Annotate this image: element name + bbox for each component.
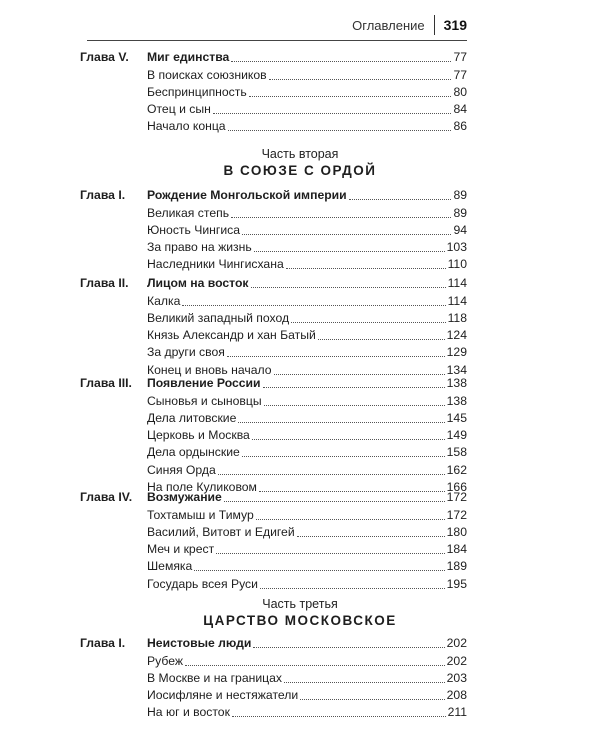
section-page: 184 bbox=[446, 542, 467, 557]
chapter-block bbox=[80, 374, 467, 495]
section-title: Шемяка bbox=[147, 559, 193, 574]
section-title: Иосифляне и нестяжатели bbox=[147, 688, 299, 703]
section-page: 211 bbox=[447, 705, 467, 720]
section-entry bbox=[147, 206, 467, 221]
toc-row bbox=[80, 291, 467, 308]
section-page: 195 bbox=[446, 576, 467, 591]
chapter-page: 172 bbox=[446, 490, 467, 505]
section-page: 110 bbox=[447, 257, 467, 272]
section-entry bbox=[147, 294, 467, 309]
section-title: Церковь и Москва bbox=[147, 428, 250, 443]
section-entry bbox=[147, 411, 467, 426]
section-title: Беспринципность bbox=[147, 84, 247, 99]
part-heading bbox=[0, 597, 600, 628]
toc-row bbox=[80, 255, 467, 272]
dot-leader bbox=[227, 355, 445, 357]
toc-row bbox=[80, 426, 467, 443]
toc-row bbox=[80, 669, 467, 686]
toc-row bbox=[80, 221, 467, 238]
section-page: 134 bbox=[446, 362, 467, 377]
chapter-title: Возмужание bbox=[147, 490, 222, 505]
dot-leader bbox=[213, 112, 452, 114]
dot-leader bbox=[284, 681, 445, 683]
section-entry bbox=[147, 240, 467, 255]
dot-leader bbox=[300, 698, 444, 700]
toc-row bbox=[80, 309, 467, 326]
header-separator bbox=[434, 15, 435, 35]
dot-leader bbox=[253, 646, 444, 648]
header-title: Оглавление bbox=[352, 17, 425, 33]
toc-row bbox=[80, 634, 467, 651]
dot-leader bbox=[242, 233, 451, 235]
dot-leader bbox=[349, 198, 452, 200]
chapter-label: Глава V. bbox=[80, 50, 129, 65]
section-page: 80 bbox=[453, 84, 467, 99]
chapter-page: 89 bbox=[453, 188, 467, 203]
chapter-entry bbox=[147, 490, 467, 505]
toc-row bbox=[80, 488, 467, 505]
section-entry bbox=[147, 119, 467, 134]
part-title: В СОЮЗЕ С ОРДОЙ bbox=[223, 163, 377, 178]
toc-row bbox=[80, 48, 467, 65]
section-page: 172 bbox=[446, 507, 467, 522]
toc-row bbox=[80, 391, 467, 408]
dot-leader bbox=[318, 338, 445, 340]
dot-leader bbox=[216, 552, 445, 554]
toc-row bbox=[80, 651, 467, 668]
toc-row bbox=[80, 557, 467, 574]
header-rule bbox=[87, 40, 467, 41]
dot-leader bbox=[260, 587, 445, 589]
section-entry bbox=[147, 428, 467, 443]
dot-leader bbox=[254, 250, 445, 252]
section-entry bbox=[147, 705, 467, 720]
dot-leader bbox=[269, 78, 452, 80]
section-title: Сыновья и сыновцы bbox=[147, 393, 262, 408]
section-title: Меч и крест bbox=[147, 542, 215, 557]
toc-row bbox=[80, 703, 467, 720]
section-title: Великая степь bbox=[147, 205, 230, 220]
toc-row bbox=[80, 326, 467, 343]
section-entry bbox=[147, 85, 467, 100]
chapter-label: Глава I. bbox=[80, 636, 126, 651]
toc-row bbox=[80, 523, 467, 540]
section-entry bbox=[147, 654, 467, 669]
dot-leader bbox=[251, 286, 446, 288]
section-title: Юность Чингиса bbox=[147, 222, 241, 237]
chapter-title: Неистовые люди bbox=[147, 636, 252, 651]
section-title: Василий, Витовт и Едигей bbox=[147, 524, 295, 539]
toc-row bbox=[80, 65, 467, 82]
chapter-title: Миг единства bbox=[147, 50, 230, 65]
section-page: 208 bbox=[446, 688, 467, 703]
toc-row bbox=[80, 574, 467, 591]
dot-leader bbox=[297, 535, 445, 537]
dot-leader bbox=[249, 95, 452, 97]
toc-row bbox=[80, 460, 467, 477]
section-title: В Москве и на границах bbox=[147, 670, 282, 685]
dot-leader bbox=[232, 715, 446, 717]
toc-row bbox=[80, 238, 467, 255]
section-page: 158 bbox=[446, 445, 467, 460]
section-title: На юг и восток bbox=[147, 705, 230, 720]
section-page: 84 bbox=[453, 102, 467, 117]
chapter-label: Глава III. bbox=[80, 376, 132, 391]
dot-leader bbox=[291, 321, 445, 323]
chapter-page: 202 bbox=[446, 636, 467, 651]
toc-row bbox=[80, 343, 467, 360]
section-entry bbox=[147, 463, 467, 478]
section-page: 103 bbox=[446, 240, 467, 255]
toc-row bbox=[80, 274, 467, 291]
section-title: Государь всея Руси bbox=[147, 576, 258, 591]
chapter-page: 138 bbox=[446, 376, 467, 391]
section-page: 149 bbox=[446, 428, 467, 443]
section-title: Князь Александр и хан Батый bbox=[147, 328, 316, 343]
chapter-entry bbox=[147, 636, 467, 651]
section-page: 77 bbox=[453, 67, 467, 82]
section-page: 166 bbox=[446, 480, 467, 495]
section-page: 189 bbox=[446, 559, 467, 574]
chapter-title: Появление России bbox=[147, 376, 261, 391]
section-title: Тохтамыш и Тимур bbox=[147, 507, 254, 522]
chapter-entry bbox=[147, 188, 467, 203]
section-title: Начало конца bbox=[147, 119, 226, 134]
part-number: Часть вторая bbox=[261, 147, 339, 161]
section-entry bbox=[147, 688, 467, 703]
toc-row bbox=[80, 686, 467, 703]
section-title: Наследники Чингисхана bbox=[147, 257, 284, 272]
section-entry bbox=[147, 68, 467, 83]
section-entry bbox=[147, 394, 467, 409]
toc-row bbox=[80, 443, 467, 460]
part-heading bbox=[0, 147, 600, 178]
section-title: На поле Куликовом bbox=[147, 480, 257, 495]
section-entry bbox=[147, 328, 467, 343]
dot-leader bbox=[263, 386, 445, 388]
dot-leader bbox=[231, 216, 451, 218]
dot-leader bbox=[224, 500, 445, 502]
section-entry bbox=[147, 559, 467, 574]
section-title: Рубеж bbox=[147, 653, 183, 668]
section-title: Конец и вновь начало bbox=[147, 362, 272, 377]
section-page: 138 bbox=[446, 393, 467, 408]
chapter-label: Глава I. bbox=[80, 188, 126, 203]
chapter-title: Рождение Монгольской империи bbox=[147, 188, 347, 203]
chapter-page: 114 bbox=[447, 276, 467, 291]
running-header bbox=[352, 15, 467, 35]
section-page: 203 bbox=[446, 670, 467, 685]
chapter-block bbox=[80, 488, 467, 592]
section-title: Дела ордынские bbox=[147, 445, 240, 460]
section-entry bbox=[147, 223, 467, 238]
section-title: В поисках союзников bbox=[147, 67, 267, 82]
section-page: 94 bbox=[453, 222, 467, 237]
chapter-page: 77 bbox=[453, 50, 467, 65]
dot-leader bbox=[238, 421, 444, 423]
section-entry bbox=[147, 311, 467, 326]
chapter-block bbox=[80, 634, 467, 720]
toc-row bbox=[80, 409, 467, 426]
toc-row bbox=[80, 100, 467, 117]
part-title: ЦАРСТВО МОСКОВСКОЕ bbox=[203, 613, 397, 628]
section-entry bbox=[147, 345, 467, 360]
section-page: 180 bbox=[446, 524, 467, 539]
section-title: Дела литовские bbox=[147, 410, 237, 425]
section-entry bbox=[147, 577, 467, 592]
toc-row bbox=[80, 374, 467, 391]
section-page: 162 bbox=[446, 462, 467, 477]
section-page: 118 bbox=[447, 310, 467, 325]
section-entry bbox=[147, 257, 467, 272]
dot-leader bbox=[286, 267, 446, 269]
section-page: 114 bbox=[447, 293, 467, 308]
section-page: 124 bbox=[446, 328, 467, 343]
section-entry bbox=[147, 508, 467, 523]
section-page: 86 bbox=[453, 119, 467, 134]
dot-leader bbox=[242, 455, 445, 457]
dot-leader bbox=[252, 438, 445, 440]
chapter-label: Глава IV. bbox=[80, 490, 133, 505]
dot-leader bbox=[231, 60, 451, 62]
dot-leader bbox=[228, 129, 452, 131]
section-entry bbox=[147, 671, 467, 686]
page-number: 319 bbox=[443, 17, 467, 33]
section-page: 129 bbox=[446, 345, 467, 360]
section-page: 202 bbox=[446, 653, 467, 668]
chapter-block bbox=[80, 186, 467, 272]
toc-row bbox=[80, 203, 467, 220]
dot-leader bbox=[256, 518, 445, 520]
chapter-label: Глава II. bbox=[80, 276, 129, 291]
section-title: Синяя Орда bbox=[147, 462, 216, 477]
toc-row bbox=[80, 186, 467, 203]
section-entry bbox=[147, 525, 467, 540]
toc-row bbox=[80, 83, 467, 100]
toc-row bbox=[80, 505, 467, 522]
section-title: За право на жизнь bbox=[147, 240, 252, 255]
section-entry bbox=[147, 445, 467, 460]
toc-row bbox=[80, 117, 467, 134]
dot-leader bbox=[182, 304, 445, 306]
chapter-entry bbox=[147, 50, 467, 65]
section-title: За други своя bbox=[147, 345, 225, 360]
section-title: Великий западный поход bbox=[147, 310, 290, 325]
section-page: 89 bbox=[453, 205, 467, 220]
toc-row bbox=[80, 540, 467, 557]
dot-leader bbox=[185, 664, 445, 666]
section-page: 145 bbox=[446, 410, 467, 425]
section-entry bbox=[147, 102, 467, 117]
chapter-entry bbox=[147, 276, 467, 291]
part-number: Часть третья bbox=[262, 597, 338, 611]
section-entry bbox=[147, 542, 467, 557]
dot-leader bbox=[194, 569, 444, 571]
dot-leader bbox=[264, 404, 445, 406]
section-title: Отец и сын bbox=[147, 102, 211, 117]
chapter-block bbox=[80, 274, 467, 378]
dot-leader bbox=[218, 473, 445, 475]
chapter-title: Лицом на восток bbox=[147, 276, 249, 291]
section-title: Калка bbox=[147, 293, 181, 308]
chapter-block bbox=[80, 48, 467, 134]
chapter-entry bbox=[147, 376, 467, 391]
